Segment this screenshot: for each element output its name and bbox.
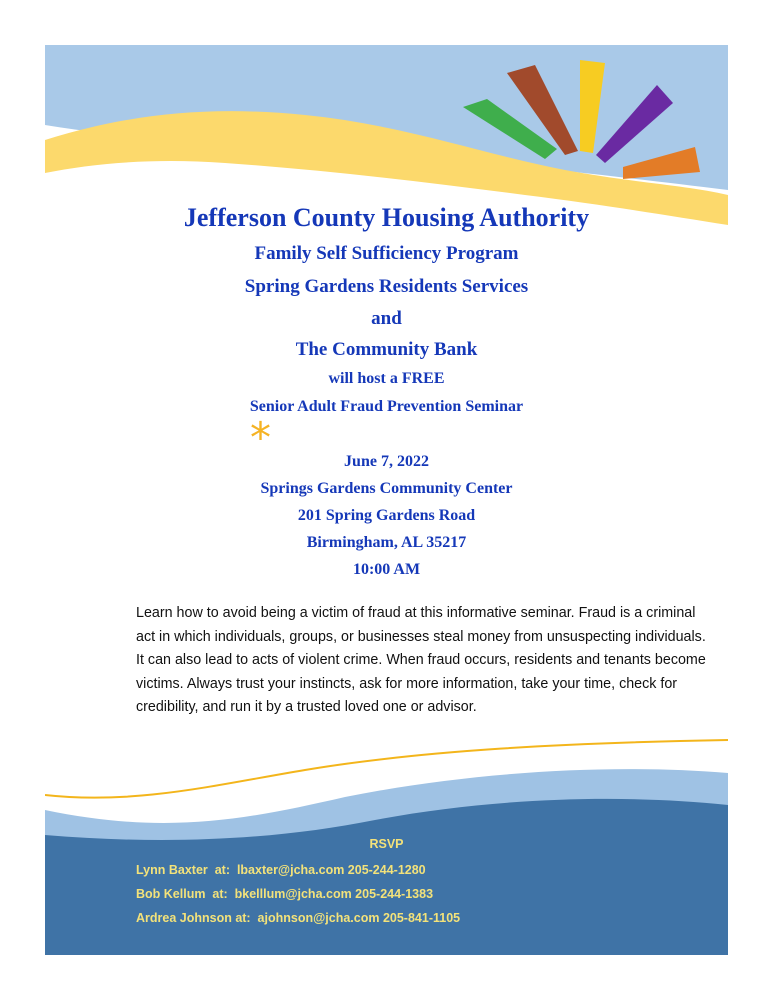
- description-paragraph: Learn how to avoid being a victim of fraud at this informative seminar. Fraud is a criminal act in which individuals, groups, or businesses steal money from unsuspecting individuals. It can also lead to acts of violent crime. When fraud occurs, residents and tenants become victims. Always trust your instincts, ask for more information, take your time, check for credibility, and run it by a trusted loved one or advisor.: [136, 605, 706, 715]
- partner-2: The Community Bank: [295, 339, 478, 360]
- asterisk-icon: *: [250, 413, 271, 462]
- seminar-title: Senior Adult Fraud Prevention Seminar: [249, 398, 524, 415]
- header-banner: [45, 45, 728, 225]
- event-street: 201 Spring Gardens Road: [297, 507, 476, 524]
- contact-line: Bob Kellum at: bkelllum@jcha.com 205-244-1383: [136, 887, 434, 901]
- and-connector: and: [371, 308, 402, 329]
- flyer-frame: [45, 45, 728, 955]
- event-time: 10:00 AM: [352, 561, 421, 578]
- org-title: Jefferson County Housing Authority: [183, 203, 590, 232]
- contact-line: Lynn Baxter at: lbaxter@jcha.com 205-244-1280: [136, 863, 426, 877]
- contact-line: Ardrea Johnson at: ajohnson@jcha.com 205-841-1105: [136, 911, 461, 925]
- event-date: June 7, 2022: [344, 453, 429, 470]
- program-title: Family Self Sufficiency Program: [254, 243, 519, 264]
- event-venue: Springs Gardens Community Center: [260, 480, 513, 497]
- host-line: will host a FREE: [328, 370, 445, 387]
- partner-1: Spring Gardens Residents Services: [244, 276, 529, 297]
- event-city: Birmingham, AL 35217: [306, 534, 467, 551]
- rsvp-title: RSVP: [369, 837, 404, 851]
